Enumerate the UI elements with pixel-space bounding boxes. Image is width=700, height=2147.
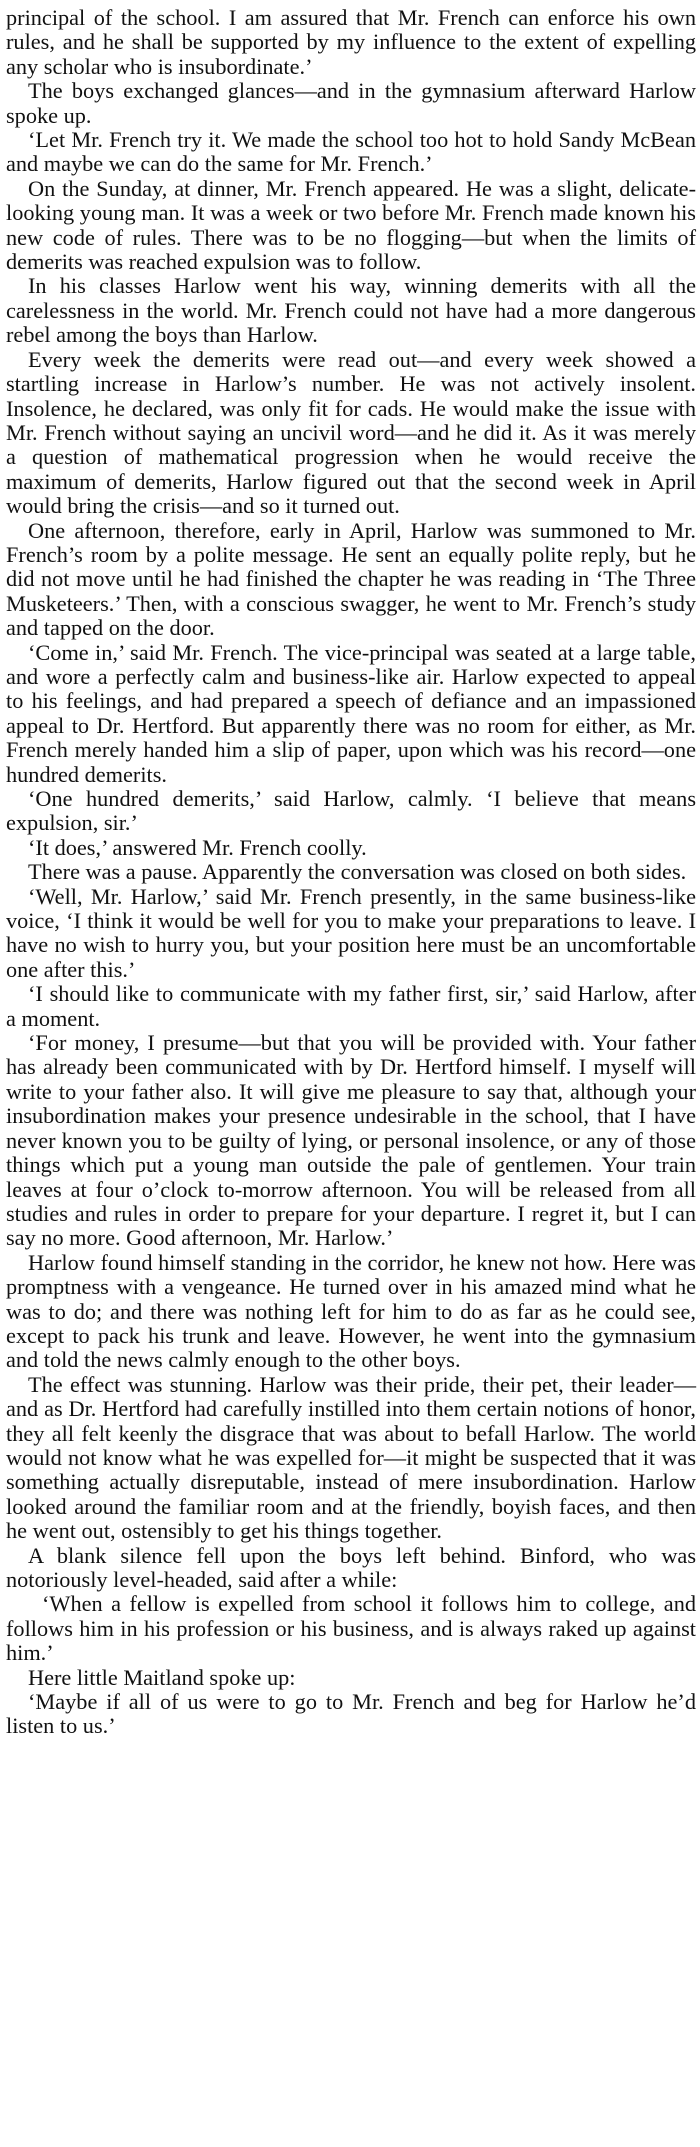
paragraph: ‘I should like to communicate with my father first, sir,’ said Harlow, after a moment.: [6, 981, 696, 1031]
article-column: [6, 6, 696, 1739]
paragraph: On the Sunday, at dinner, Mr. French appeared. He was a slight, delicate-looking young man. It was a week or two before Mr. French made known his new code of rules. There was to be no flogging—but when the limits of demerits was reached expulsion was to follow.: [6, 175, 696, 275]
paragraph: Harlow found himself standing in the corridor, he knew not how. Here was promptness with a vengeance. He turned over in his amazed mind what he was to do; and there was nothing left for him to do as far as he could see, except to pack his trunk and leave. However, he went into the gymnasium and told the news calmly enough to the other boys.: [6, 1249, 696, 1373]
paragraph: ‘Come in,’ said Mr. French. The vice-principal was seated at a large table, and wore a perfectly calm and business-like air. Harlow expected to appeal to his feelings, and had prepared a speech of defiance and an impassioned appeal to Dr. Hertford. But apparently there was no room for either, as Mr. French merely handed him a slip of paper, upon which was his record—one hundred demerits.: [6, 639, 696, 787]
paragraph: ‘Maybe if all of us were to go to Mr. French and beg for Harlow he’d listen to us.’: [6, 1689, 696, 1739]
paragraph: There was a pause. Apparently the conversation was closed on both sides.: [28, 859, 687, 885]
paragraph: Here little Maitland spoke up:: [28, 1664, 296, 1690]
paragraph: Every week the demerits were read out—and every week showed a startling increase in Harlow’s number. He was not actively insolent. Insolence, he declared, was only fit for cads. He would make the issue with Mr. French without saying an uncivil word—and he did it. As it was merely a question of mathematical progression when he would receive the maximum of demerits, Harlow figured out that the second week in April would bring the crisis—and so it turned out.: [6, 346, 696, 519]
paragraph: The effect was stunning. Harlow was their pride, their pet, their leader—and as Dr. Hertford had carefully instilled into them certain notions of honor, they all felt keenly the disgrace that was about to befall Harlow. The world would not know what he was expelled for—it might be suspected that it was something actually disreputable, instead of mere insubordination. Harlow looked around the familiar room and at the friendly, boyish faces, and then he went out, ostensibly to get his things together.: [6, 1371, 696, 1544]
paragraph: ‘For money, I presume—but that you will be provided with. Your father has already been communicated with by Dr. Hertford himself. I myself will write to your father also. It will give me pleasure to say that, although your insubordination makes your presence undesirable in the school, that I have never known you to be guilty of lying, or personal insolence, or any of those things which put a young man outside the pale of gentlemen. Your train leaves at four o’clock to-morrow afternoon. You will be released from all studies and rules in order to prepare for your departure. I regret it, but I can say no more. Good afternoon, Mr. Harlow.’: [6, 1030, 696, 1251]
paragraph: A blank silence fell upon the boys left behind. Binford, who was notoriously level-headed, said after a while:: [6, 1542, 696, 1592]
paragraph: The boys exchanged glances—and in the gymnasium afterward Harlow spoke up.: [6, 78, 696, 128]
paragraph: ‘When a fellow is expelled from school it follows him to college, and follows him in his profession or his business, and is always raked up against him.’: [6, 1591, 696, 1666]
paragraph: In his classes Harlow went his way, winning demerits with all the carelessness in the world. Mr. French could not have had a more dangerous rebel among the boys than Harlow.: [6, 273, 696, 348]
paragraph: ‘Well, Mr. Harlow,’ said Mr. French presently, in the same business-like voice, ‘I think it would be well for you to make your preparations to leave. I have no wish to hurry you, but your position here must be an uncomfortable one after this.’: [6, 883, 696, 982]
paragraph: One afternoon, therefore, early in April, Harlow was summoned to Mr. French’s room by a polite message. He sent an equally polite reply, but he did not move until he had finished the chapter he was reading in ‘The Three Musketeers.’ Then, with a conscious swagger, he went to Mr. French’s study and tapped on the door.: [6, 517, 696, 641]
paragraph: ‘Let Mr. French try it. We made the school too hot to hold Sandy McBean and maybe we can do the same for Mr. French.’: [6, 127, 696, 177]
paragraph: principal of the school. I am assured that Mr. French can enforce his own rules, and he shall be supported by my influence to the extent of expelling any scholar who is insubordinate.’: [6, 5, 696, 79]
paragraph: ‘One hundred demerits,’ said Harlow, calmly. ‘I believe that means expulsion, sir.’: [6, 786, 696, 836]
paragraph: ‘It does,’ answered Mr. French coolly.: [28, 834, 367, 860]
